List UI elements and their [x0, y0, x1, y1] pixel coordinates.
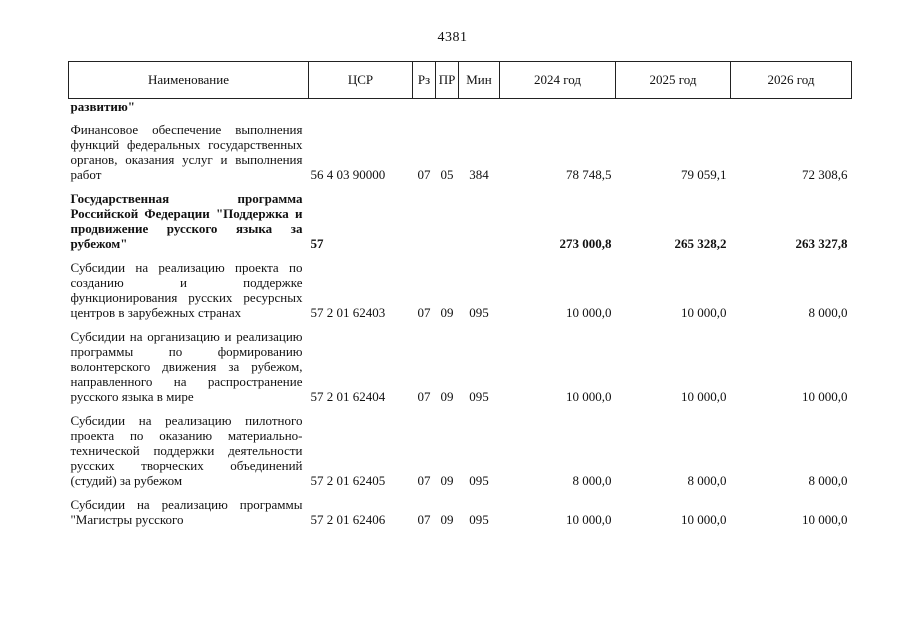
- row-min: 095: [469, 305, 489, 320]
- row-min: 095: [469, 389, 489, 404]
- row-2026: 263 327,8: [795, 236, 848, 251]
- row-min: [459, 99, 500, 120]
- table-row: [69, 99, 852, 120]
- row-name: Субсидии на реализацию программы "Магистры русского: [70, 497, 303, 527]
- header-csr: ЦСР: [309, 62, 413, 99]
- row-2026: 8 000,0: [808, 305, 848, 320]
- row-csr: [309, 99, 413, 120]
- table-row: [69, 413, 852, 497]
- row-pr: 09: [440, 389, 454, 404]
- row-rz: 07: [417, 167, 431, 182]
- row-2026: 10 000,0: [802, 512, 848, 527]
- row-2024: 78 748,5: [566, 167, 612, 182]
- row-name: Субсидии на реализацию пилотного проекта по оказанию материально-технической поддержки деятельности русских творческих объединений (студий) за рубежом: [70, 413, 303, 488]
- budget-table: [68, 61, 852, 527]
- row-name: развитию": [70, 99, 135, 114]
- row-rz: 07: [417, 305, 431, 320]
- row-2026: 10 000,0: [802, 389, 848, 404]
- row-2026: 72 308,6: [802, 167, 848, 182]
- row-pr: [436, 99, 459, 120]
- header-pr: ПР: [436, 62, 459, 99]
- row-2025: 8 000,0: [687, 473, 727, 488]
- row-rz: [413, 99, 436, 120]
- row-min: [459, 191, 500, 260]
- row-pr: 09: [440, 305, 454, 320]
- row-csr: 57 2 01 62404: [310, 389, 386, 404]
- header-min: Мин: [459, 62, 500, 99]
- table-header-row: [69, 62, 852, 99]
- table-row: [69, 191, 852, 260]
- row-2024: [500, 99, 616, 120]
- table-row: [69, 329, 852, 413]
- row-2025: [616, 99, 731, 120]
- row-csr: 57 2 01 62406: [310, 512, 386, 527]
- row-rz: [413, 191, 436, 260]
- row-name: Государственная программа Российской Федерации "Поддержка и продвижение русского языка за рубежом": [70, 191, 303, 251]
- row-rz: 07: [417, 473, 431, 488]
- row-2024: 273 000,8: [559, 236, 612, 251]
- row-pr: 09: [440, 473, 454, 488]
- row-csr: 57 2 01 62405: [310, 473, 386, 488]
- row-csr: 57 2 01 62403: [310, 305, 386, 320]
- row-name: Финансовое обеспечение выполнения функций федеральных государственных органов, оказания услуг и выполнения работ: [70, 122, 303, 182]
- header-2024: 2024 год: [500, 62, 616, 99]
- row-name: Субсидии на реализацию проекта по созданию и поддержке функционирования русских ресурсных центров в зарубежных странах: [70, 260, 303, 320]
- header-name: Наименование: [69, 62, 309, 99]
- row-2025: 265 328,2: [674, 236, 727, 251]
- row-csr: 57: [310, 236, 324, 251]
- row-csr: 56 4 03 90000: [310, 167, 386, 182]
- header-2025: 2025 год: [616, 62, 731, 99]
- row-2024: 10 000,0: [566, 389, 612, 404]
- row-pr: 09: [440, 512, 454, 527]
- header-rz: Рз: [413, 62, 436, 99]
- row-2025: 10 000,0: [681, 512, 727, 527]
- row-pr: 05: [440, 167, 454, 182]
- row-rz: 07: [417, 512, 431, 527]
- row-2025: 79 059,1: [681, 167, 727, 182]
- row-2025: 10 000,0: [681, 305, 727, 320]
- table-row: [69, 119, 852, 191]
- row-2025: 10 000,0: [681, 389, 727, 404]
- table-row: [69, 260, 852, 329]
- row-min: 095: [469, 512, 489, 527]
- row-rz: 07: [417, 389, 431, 404]
- row-2026: 8 000,0: [808, 473, 848, 488]
- row-min: 384: [469, 167, 489, 182]
- page-number: 4381: [437, 30, 468, 45]
- row-2026: [731, 99, 852, 120]
- row-2024: 10 000,0: [566, 512, 612, 527]
- row-min: 095: [469, 473, 489, 488]
- row-pr: [436, 191, 459, 260]
- header-2026: 2026 год: [731, 62, 852, 99]
- row-name: Субсидии на организацию и реализацию программы по формированию волонтерского движения за рубежом, направленного на распространение русского языка в мире: [70, 329, 303, 404]
- row-2024: 10 000,0: [566, 305, 612, 320]
- table-row: [69, 497, 852, 527]
- row-2024: 8 000,0: [572, 473, 612, 488]
